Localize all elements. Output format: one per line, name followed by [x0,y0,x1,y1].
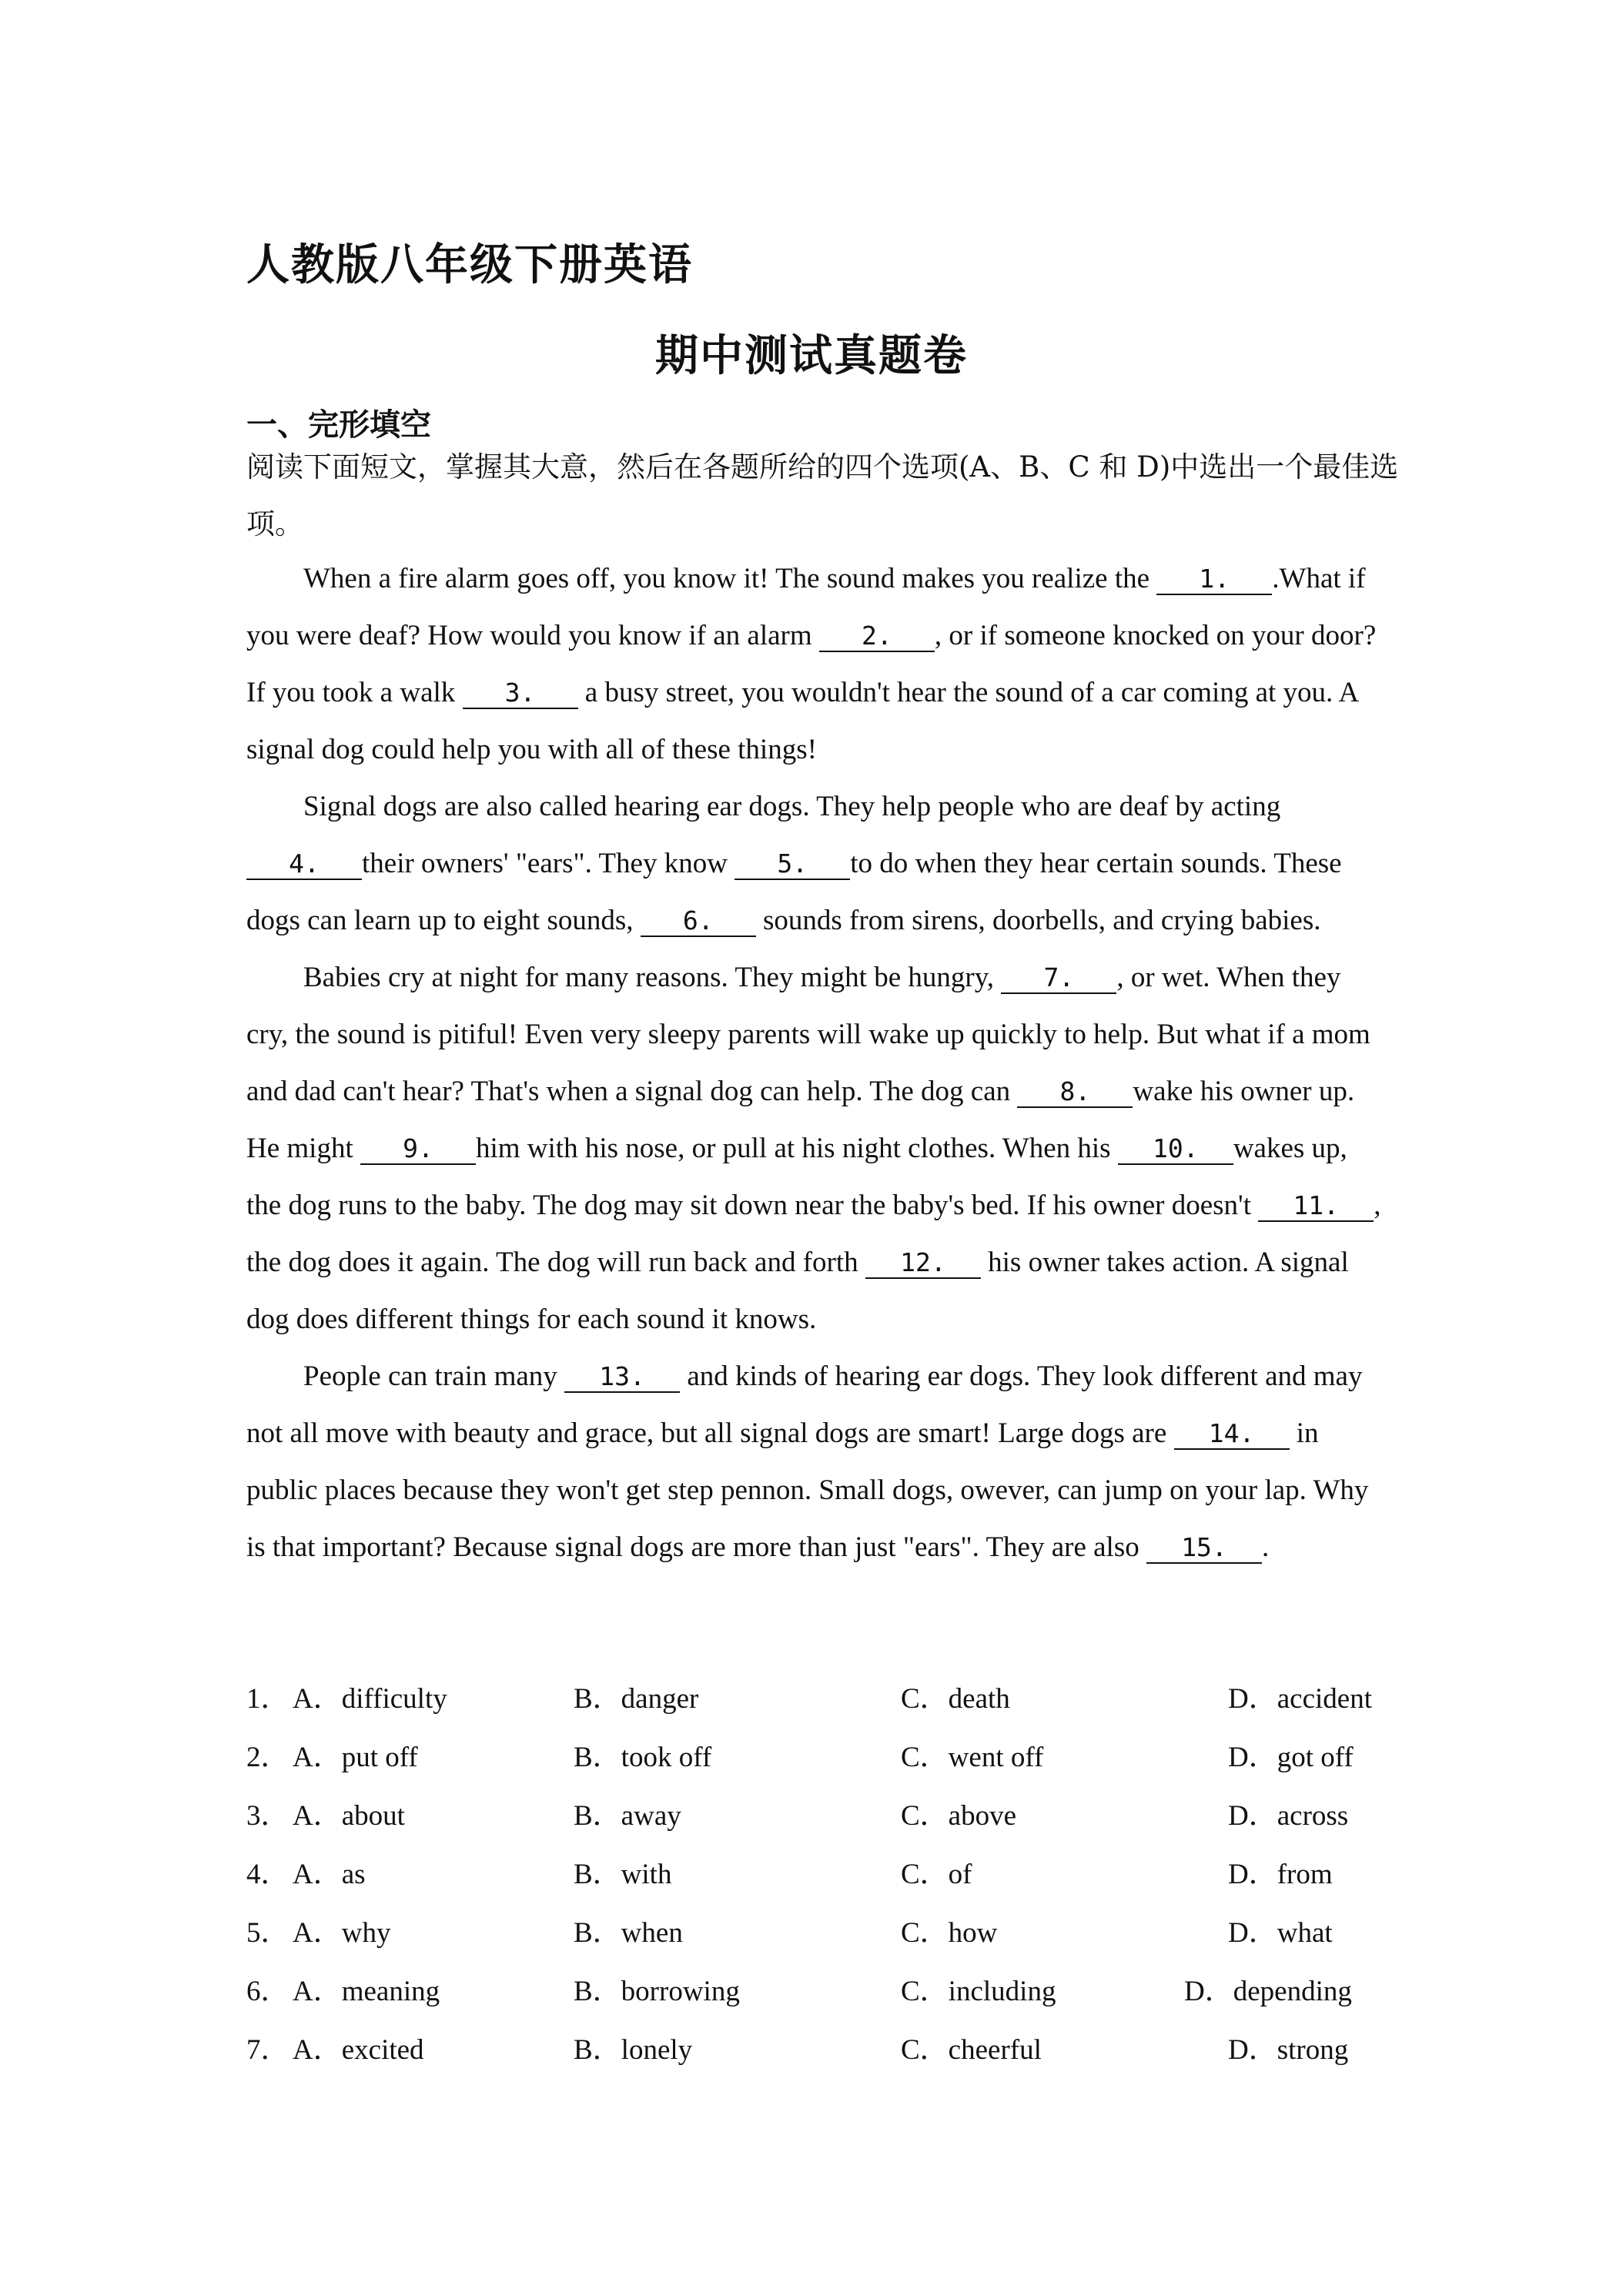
option-b[interactable]: B．danger [574,1683,699,1715]
option-b[interactable]: B．with [574,1859,672,1890]
blank-15: 15. [1146,1533,1262,1564]
question-number: 2． [246,1742,289,1773]
option-a[interactable]: A．difficulty [293,1683,447,1715]
blank-5: 5. [735,849,850,880]
blank-6: 6. [641,906,756,937]
question-row-7 [246,2026,1401,2084]
option-d[interactable]: D．accident [1228,1683,1372,1715]
cloze-passage [246,551,1386,1576]
blank-3: 3. [463,678,578,709]
page-subtitle: 期中测试真题卷 [655,330,968,381]
option-c[interactable]: C．above [901,1800,1017,1832]
answer-options [246,1675,1401,2084]
section-heading: 一、完形填空 [246,407,431,443]
option-b[interactable]: B．when [574,1917,683,1949]
blank-10: 10. [1118,1134,1233,1165]
option-d[interactable]: D．what [1228,1917,1333,1949]
option-a[interactable]: A．about [293,1800,405,1832]
section-instruction: 阅读下面短文，掌握其大意，然后在各题所给的四个选项(A、B、C 和 D)中选出一个最佳选项。 [246,450,1399,541]
question-number: 5． [246,1917,289,1949]
paragraph-4: People can train many 13. and kinds of hearing ear dogs. They look different and may not all move with beauty and grace, but all signal dogs are smart! Large dogs are 14. in public places because they won't get step pennon. Small dogs, owever, can jump on your lap. Why is that important? Because signal dogs are more than just "ears". They are also 15. . [246,1361,1369,1563]
paragraph-2: Signal dogs are also called hearing ear dogs. They help people who are deaf by acting 4. their owners' "ears". They know 5. to do when they hear certain sounds. These dogs can learn up to eight sounds, 6. sounds from sirens, doorbells, and crying babies. [246,791,1342,936]
blank-8: 8. [1017,1077,1133,1108]
option-a[interactable]: A．excited [293,2034,424,2066]
blank-12: 12. [865,1248,981,1279]
paragraph-1: When a fire alarm goes off, you know it! The sound makes you realize the 1. .What if you were deaf? How would you know if an alarm 2. , or if someone knocked on your door? If you took a walk 3. a busy street, you wouldn't hear the sound of a car coming at you. A signal dog could help you with all of these things! [246,563,1377,765]
question-row-6 [246,1967,1401,2026]
option-b[interactable]: B．took off [574,1742,712,1773]
question-number: 1． [246,1683,289,1715]
question-row-5 [246,1909,1401,1967]
option-c[interactable]: C．death [901,1683,1010,1715]
question-row-4 [246,1850,1401,1909]
option-d[interactable]: D．from [1228,1859,1333,1890]
question-row-1 [246,1675,1401,1733]
option-b[interactable]: B．borrowing [574,1976,740,2007]
option-b[interactable]: B．lonely [574,2034,693,2066]
blank-4: 4. [246,849,362,880]
option-c[interactable]: C．including [901,1976,1056,2007]
option-b[interactable]: B．away [574,1800,681,1832]
blank-14: 14. [1174,1419,1290,1450]
blank-9: 9. [360,1134,476,1165]
blank-7: 7. [1001,963,1116,994]
question-number: 4． [246,1859,289,1890]
option-a[interactable]: A．as [293,1859,366,1890]
option-c[interactable]: C．how [901,1917,998,1949]
option-d[interactable]: D．across [1228,1800,1349,1832]
question-number: 7． [246,2034,289,2066]
blank-1: 1. [1156,564,1272,595]
blank-11: 11. [1258,1191,1374,1222]
option-d[interactable]: D．got off [1228,1742,1354,1773]
question-row-3 [246,1792,1401,1850]
paragraph-3: Babies cry at night for many reasons. They might be hungry, 7. , or wet. When they cry, the sound is pitiful! Even very sleepy parents will wake up quickly to help. But what if a mom and dad can't hear? That's when a signal dog can help. The dog can 8. wake his owner up. He might 9. him with his nose, or pull at his night clothes. When his 10. wakes up, the dog runs to the baby. The dog may sit down near the baby's bed. If his owner doesn't 11. , the dog does it again. The dog will run back and forth 12. his owner takes action. A signal dog does different things for each sound it knows. [246,962,1381,1335]
option-a[interactable]: A．put off [293,1742,418,1773]
question-row-2 [246,1733,1401,1792]
question-number: 3． [246,1800,289,1832]
option-c[interactable]: C．went off [901,1742,1044,1773]
option-c[interactable]: C．cheerful [901,2034,1042,2066]
option-a[interactable]: A．meaning [293,1976,440,2007]
page-title: 人教版八年级下册英语 [246,239,693,290]
option-d[interactable]: D．depending [1184,1976,1352,2007]
option-c[interactable]: C．of [901,1859,972,1890]
question-number: 6． [246,1976,289,2007]
option-d[interactable]: D．strong [1228,2034,1349,2066]
blank-2: 2. [819,621,935,652]
option-a[interactable]: A．why [293,1917,391,1949]
blank-13: 13. [564,1362,680,1393]
